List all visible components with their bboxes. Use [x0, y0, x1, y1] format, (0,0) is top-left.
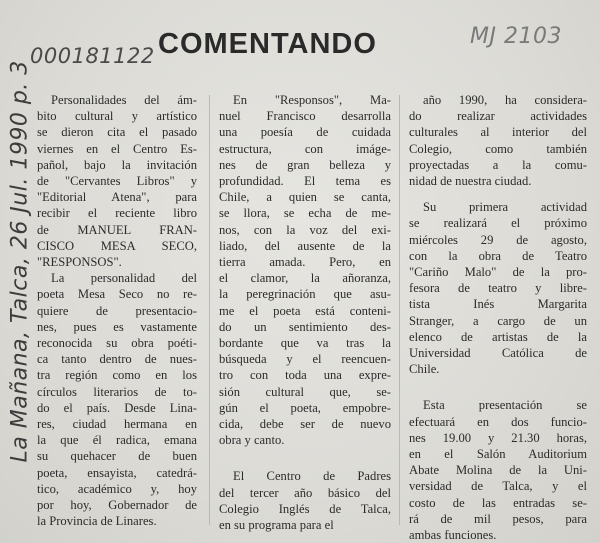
- text-line: poeta Mesa Seco no re-: [37, 287, 197, 302]
- text-line: culturales al interior del: [409, 125, 587, 140]
- text-line: se dieron cita el pasado: [37, 125, 197, 140]
- column-divider: [399, 95, 400, 525]
- text-line: círculos literarios de to-: [37, 384, 197, 399]
- text-line: rá de mil pesos, para: [409, 511, 587, 526]
- text-line: nes de gran belleza y: [219, 157, 391, 172]
- paragraph: [409, 92, 587, 189]
- text-line: Esta presentación se: [423, 398, 587, 413]
- text-line: la que él radica, emana: [37, 433, 197, 448]
- text-line: de "Cervantes Libros" y: [37, 174, 197, 189]
- text-line: Universidad Católica de: [409, 346, 587, 361]
- text-line: en su programa para el: [219, 518, 334, 533]
- article-title: COMENTANDO: [158, 28, 377, 60]
- text-line: una poesía de cuidada: [219, 125, 391, 140]
- text-line: nos, con la voz del exi-: [219, 222, 391, 237]
- text-line: me el poeta está conteni-: [219, 303, 391, 318]
- handwritten-catalog-code: MJ 2103: [470, 24, 562, 49]
- text-line: recibir el reciente libro: [37, 206, 197, 221]
- text-line: El Centro de Padres: [233, 469, 391, 484]
- text-line: ca tanto dentro de nues-: [37, 352, 197, 367]
- paragraph-spacer: [409, 377, 587, 397]
- article-column-3: [409, 92, 587, 543]
- text-line: estructura, con imáge-: [219, 141, 391, 156]
- text-line: Su primera actividad: [423, 200, 587, 215]
- text-line: cida, debe ser de nuevo: [219, 417, 391, 432]
- paragraph: [219, 92, 391, 448]
- text-line: tista Inés Margarita: [409, 297, 587, 312]
- text-line: búsqueda y el reencuen-: [219, 352, 391, 367]
- text-line: viernes en el Centro Es-: [37, 141, 197, 156]
- text-line: nidad de nuestra ciudad.: [409, 174, 532, 189]
- text-line: fesora de teatro y libre-: [409, 281, 587, 296]
- text-line: tico, académico y, hoy: [37, 481, 197, 496]
- text-line: su quehacer de buen: [37, 449, 197, 464]
- paragraph: [219, 468, 391, 533]
- handwritten-reference-number: 000181122: [30, 44, 155, 68]
- text-line: reconocida su obra poéti-: [37, 336, 197, 351]
- text-line: tro con toda una expre-: [219, 368, 391, 383]
- text-line: del tercer año básico del: [219, 485, 391, 500]
- text-line: profundidad. El tema es: [219, 174, 391, 189]
- text-line: Abate Molina de la Uni-: [409, 463, 587, 478]
- text-line: quiere de presentacio-: [37, 303, 197, 318]
- paragraph-spacer: [409, 189, 587, 199]
- text-line: elenco de artistas de la: [409, 329, 587, 344]
- text-line: pañol, bajo la invitación: [37, 157, 197, 172]
- article-column-1: [37, 92, 197, 529]
- text-line: proyectadas a la comu-: [409, 157, 587, 172]
- text-line: ambas funciones.: [409, 528, 497, 543]
- text-line: liado, del ausente de la: [219, 238, 391, 253]
- text-line: de MANUEL FRAN-: [37, 222, 197, 237]
- paragraph: [37, 92, 197, 270]
- text-line: bordante que va tras la: [219, 336, 391, 351]
- text-line: bito cultural y artístico: [37, 109, 197, 124]
- text-line: La personalidad del: [51, 271, 197, 286]
- column-divider: [209, 95, 210, 525]
- text-line: el clamor, la añoranza,: [219, 271, 391, 286]
- text-line: do el país. Desde Lina-: [37, 400, 197, 415]
- text-line: "Editorial Atena", para: [37, 190, 197, 205]
- text-line: gún el poeta, empobre-: [219, 400, 391, 415]
- text-line: por hoy, Gobernador de: [37, 498, 197, 513]
- paragraph: [409, 199, 587, 377]
- text-line: sión cultural que, se-: [219, 384, 391, 399]
- text-line: efectuará en dos funcio-: [409, 414, 587, 429]
- text-line: la Provincia de Linares.: [37, 514, 157, 529]
- text-line: año 1990, ha considera-: [423, 93, 587, 107]
- text-line: En "Responsos", Ma-: [233, 93, 391, 107]
- text-line: nuel Francisco desarrolla: [219, 109, 391, 124]
- article-column-2: [219, 92, 391, 533]
- text-line: miércoles 29 de agosto,: [409, 232, 587, 247]
- text-line: en el Salón Auditorium: [409, 447, 587, 462]
- text-line: Colegio Inglés de Talca,: [219, 501, 391, 516]
- text-line: Chile, a quien se canta,: [219, 190, 391, 205]
- paragraph-spacer: [219, 448, 391, 468]
- text-line: "RESPONSOS".: [37, 255, 122, 270]
- text-line: res, ciudad hermana en: [37, 417, 197, 432]
- paragraph: [37, 270, 197, 529]
- text-line: tierra amada. Pero, en: [219, 255, 391, 270]
- text-line: se llora, se echa de me-: [219, 206, 391, 221]
- text-line: nes 19.00 y 21.30 horas,: [409, 430, 587, 445]
- text-line: CISCO MESA SECO,: [37, 238, 197, 253]
- text-line: se realizará el próximo: [409, 216, 587, 231]
- text-line: poeta, ensayista, catedrá-: [37, 465, 197, 480]
- text-line: costo de las entradas se-: [409, 495, 587, 510]
- text-line: "Cariño Malo" de la pro-: [409, 265, 587, 280]
- text-line: do un sentimiento des-: [219, 319, 391, 334]
- text-line: versidad de Talca, y el: [409, 479, 587, 494]
- paragraph: [409, 397, 587, 543]
- text-line: la peregrinación que asu-: [219, 287, 391, 302]
- text-line: Colegio, como también: [409, 141, 587, 156]
- text-line: Stranger, a cargo de un: [409, 313, 587, 328]
- text-line: obra y canto.: [219, 433, 285, 448]
- handwritten-source-note: La Mañana, Talca, 26 Jul. 1990 p. 3: [7, 60, 33, 463]
- text-line: Personalidades del ám-: [51, 93, 197, 107]
- text-line: tra región como en los: [37, 368, 197, 383]
- text-line: do realizar actividades: [409, 109, 587, 124]
- text-line: con la obra de Teatro: [409, 248, 587, 263]
- text-line: Chile.: [409, 362, 440, 377]
- text-line: nes, pues es vastamente: [37, 319, 197, 334]
